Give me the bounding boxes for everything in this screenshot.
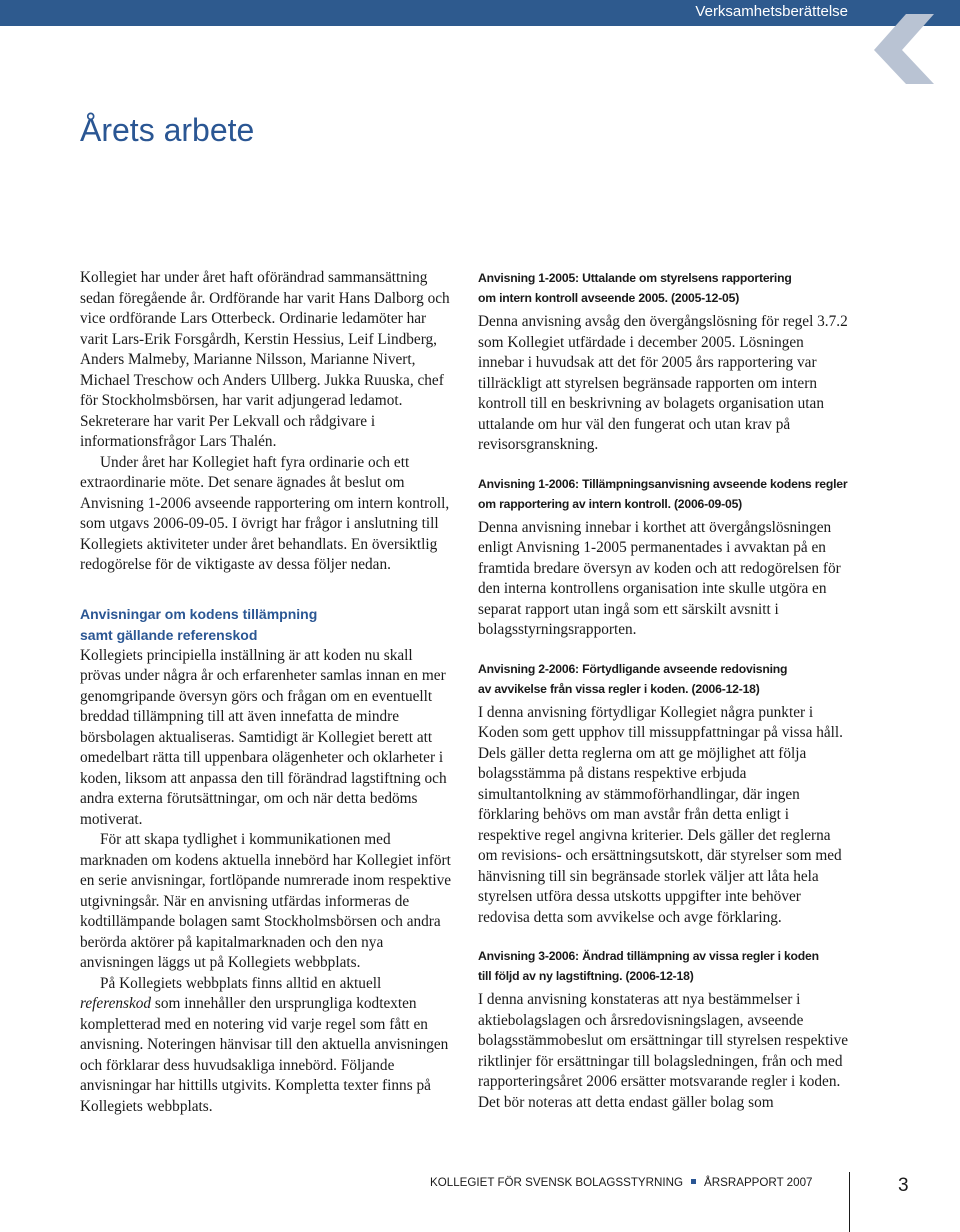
anvisning-1-2006 (478, 474, 850, 641)
left-column (80, 268, 452, 1117)
square-bullet-icon (691, 1179, 696, 1184)
referenskod-term: referenskod (80, 995, 152, 1012)
reference-code-paragraph (80, 974, 452, 1118)
footer-org-name: KOLLEGIET FÖR SVENSK BOLAGSSTYRNING (430, 1176, 683, 1189)
anvisning-heading (478, 268, 850, 308)
anvisning-heading-line-2: av avvikelse från vissa regler i koden. (2006-12-18) (478, 681, 760, 696)
anvisning-heading (478, 946, 850, 986)
section-label: Verksamhetsberättelse (695, 3, 848, 20)
chevron-left-icon (862, 0, 946, 88)
anvisning-3-2006 (478, 946, 850, 1113)
anvisning-text: I denna anvisning konstateras att nya bestämmelser i aktiebolagslagen och årsredovisningslagen, avseende bolagsstämmobeslut om ersättningar till styrelsen respektive riktlinjer för ersättningar till bolagsledningen, från och med rapporteringsåret 2006 ersätter motsvarande regler i koden. Det bör noteras att detta endast gäller bolag som (478, 991, 849, 1111)
anvisning-text: Denna anvisning innebar i korthet att övergångslösningen enligt Anvisning 1-2005 permanentades i avvaktan på en framtida bredare översyn av koden och att redogörelsen för den interna kontrollens organisation inte skulle utgöra en separat rapport utan ingå som ett särskilt avsnitt i bolagsstyrningsrapporten. (478, 518, 841, 638)
anvisning-heading-line-1: Anvisning 1-2006: Tillämpningsanvisning avseende kodens regler (478, 476, 848, 491)
anvisning-heading (478, 659, 850, 699)
anvisning-heading-line-1: Anvisning 1-2005: Uttalande om styrelsens rapportering (478, 271, 792, 285)
anvisning-heading-line-2: om rapportering av intern kontroll. (2006-09-05) (478, 496, 743, 511)
anvisning-2-2006 (478, 659, 850, 929)
page-title: Årets arbete (80, 112, 255, 148)
section-subheading (80, 604, 452, 646)
anvisning-heading-line-1: Anvisning 3-2006: Ändrad tillämpning av vissa regler i koden (478, 949, 819, 963)
header-bar (0, 0, 960, 26)
footer-report-name: ÅRSRAPPORT 2007 (704, 1176, 813, 1189)
communication-paragraph: För att skapa tydlighet i kommunikationen med marknaden om kodens aktuella innebörd har Kollegiet infört en serie anvisningar, fortlöpande numrerade inom respektive utgivningsår. När en anvisning utfärdas informeras de kodtillämpande bolagen samt Stockholmsbörsen och andra berörda aktörer på kapitalmarknaden och den nya anvisningen läggs ut på Kollegiets webbplats. (80, 831, 452, 971)
anvisning-text: I denna anvisning förtydligar Kollegiet några punkter i Koden som gett upphov till missuppfattningar på vissa håll. Dels gäller detta reglerna om att ge möjlighet att följa bolagsstämma på distans respektive erbjuda simultantolkning av stämmoförhandlingar, där ingen förklaring behövs om man avstår från detta enligt i respektive regel angivna kriterier. Dels gäller det reglerna om revisions- och ersättningsutskott, där styrelser som med hänvisning till sin begränsade storlek väljer att låta hela styrelsen utföra dessa utskotts uppgifter inte behöver redovisa detta som avvikelse och avge förklaring. (478, 703, 843, 926)
principle-paragraph: Kollegiets principiella inställning är att koden nu skall prövas under några år och erfarenheter samlas innan en mer genomgripande översyn görs och frågan om en eventuellt breddad tillämpning till att även innefatta de mindre börsbolagen aktualiseras. Samtidigt är Kollegiet berett att omedelbart rätta till uppenbara olägenheter och oklarheter i koden, liksom att anpassa den till förändrad lagstiftning och andra externa förutsättningar, om och när detta bedöms motiverat. (80, 646, 447, 828)
page-number: 3 (898, 1175, 909, 1196)
anvisning-heading-line-1: Anvisning 2-2006: Förtydligande avseende redovisning (478, 661, 788, 676)
subheading-line-2: samt gällande referenskod (80, 626, 258, 643)
anvisning-heading-line-2: om intern kontroll avseende 2005. (2005-12-05) (478, 291, 740, 305)
anvisning-text: Denna anvisning avsåg den övergångslösning för regel 3.7.2 som Kollegiet utfärdade i december 2005. Lösningen innebar i huvudsak att det för 2005 års rapportering var tillräckligt att styrelsen begränsade rapporten om intern kontroll till en beskrivning av bolagets organisation utan uttalande om hur väl den fungerat och utan krav på revisorsgranskning. (478, 313, 848, 453)
footer (430, 1176, 812, 1189)
footer-divider (849, 1172, 850, 1232)
anvisning-heading (478, 474, 850, 514)
intro-paragraph: Kollegiet har under året haft oförändrad sammansättning sedan föregående år. Ordförande har varit Hans Dalborg och vice ordförande Lars Otterbeck. Ordinarie ledamöter har varit Lars-Erik Forsgårdh, Kerstin Hessius, Leif Lindberg, Anders Malmeby, Marianne Nilsson, Marianne Nivert, Michael Treschow och Anders Ullberg. Jukka Ruuska, chef för Stockholmsbörsen, har varit adjungerad ledamot. Sekreterare har varit Per Lekvall och rådgivare i informationsfrågor Lars Thalén. (80, 269, 450, 450)
anvisning-1-2005 (478, 268, 850, 456)
reference-text-end: som innehåller den ursprungliga kodtexten kompletterad med en notering vid varje regel som fått en anvisning. Noteringen hänvisar till den aktuella anvisningen och förklarar dess huvudsakliga innebörd. Följande anvisningar har hittills utgivits. Kompletta texter finns på Kollegiets webbplats. (80, 995, 449, 1115)
subheading-line-1: Anvisningar om kodens tillämpning (80, 605, 318, 622)
anvisning-heading-line-2: till följd av ny lagstiftning. (2006-12-18) (478, 969, 694, 983)
reference-text-start: På Kollegiets webbplats finns alltid en aktuell (100, 974, 382, 992)
meetings-paragraph: Under året har Kollegiet haft fyra ordinarie och ett extraordinarie möte. Det senare ägnades åt beslut om Anvisning 1-2006 avseende rapportering om intern kontroll, som utgavs 2006-09-05. I övrigt har frågor i anslutning till Kollegiets aktiviteter under året behandlats. En översiktlig redogörelse för de viktigaste av dessa följer nedan. (80, 453, 450, 573)
right-column (478, 268, 850, 1131)
